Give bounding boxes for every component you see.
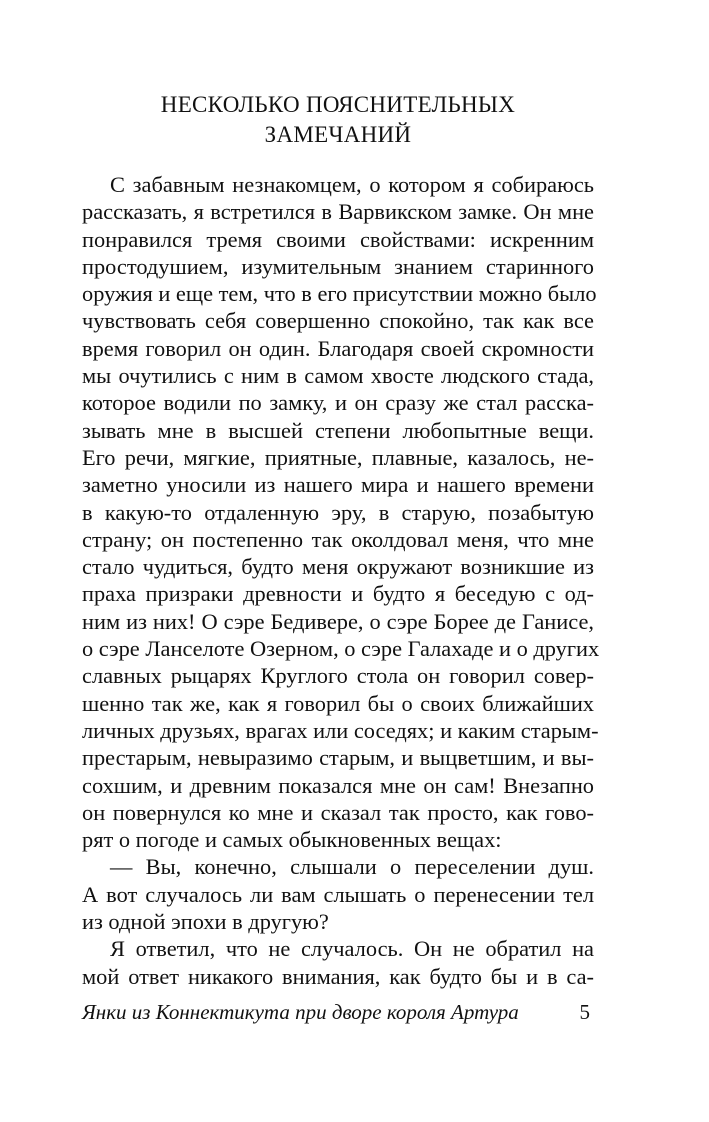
text-line: А вот случалось ли вам слышать о перенесении тел <box>82 881 594 907</box>
text-line: он повернулся ко мне и сказал так просто, как гово- <box>82 799 594 825</box>
text-line: рят о погоде и самых обыкновенных вещах: <box>82 827 502 853</box>
text-line: мой ответ никакого внимания, как будто бы и в са- <box>82 963 594 989</box>
body-text <box>82 171 600 990</box>
text-line: праха призраки древности и будто я беседую с од- <box>82 581 594 607</box>
text-line: престарым, невыразимо старым, и выцветшим, и вы- <box>82 745 594 771</box>
text-line: — Вы, конечно, слышали о переселении душ. <box>110 854 594 880</box>
text-line: время говорил он один. Благодаря своей скромности <box>82 335 594 361</box>
text-line: Его речи, мягкие, приятные, плавные, казалось, не- <box>82 444 594 470</box>
text-line: шенно так же, как я говорил бы о своих ближайших <box>82 690 594 716</box>
text-line: сохшим, и древним показался мне он сам! Внезапно <box>82 772 594 798</box>
text-line: С забавным незнакомцем, о котором я собираюсь <box>110 172 594 197</box>
text-line: страну; он постепенно так околдовал меня, что мне <box>82 526 594 552</box>
chapter-title-line: НЕСКОЛЬКО ПОЯСНИТЕЛЬНЫХ <box>160 92 516 117</box>
text-line: о сэре Ланселоте Озерном, о сэре Галахаде и о других <box>82 636 600 662</box>
text-line: простодушием, изумительным знанием старинного <box>82 253 594 279</box>
text-line: понравился тремя своими свойствами: искренним <box>82 226 594 252</box>
page-number: 5 <box>579 1000 590 1024</box>
text-line: мы очутились с ним в самом хвосте людского стада, <box>82 363 594 389</box>
text-line: рассказать, я встретился в Варвикском замке. Он мне <box>82 199 594 225</box>
chapter-title-line: ЗАМЕЧАНИЙ <box>264 122 412 147</box>
text-line: ним из них! О сэре Бедивере, о сэре Борее де Ганисе, <box>82 608 594 634</box>
text-line: которое водили по замку, и он сразу же стал расска- <box>82 390 594 416</box>
text-line: заметно уносили из нашего мира и нашего времени <box>82 472 594 498</box>
text-line: из одной эпохи в другую? <box>82 909 329 935</box>
text-line: личных друзьях, врагах или соседях; и каким старым- <box>82 717 599 743</box>
text-line: славных рыцарях Круглого стола он говорил совер- <box>82 663 594 689</box>
text-line: в какую-то отдаленную эру, в старую, позабытую <box>82 499 594 525</box>
text-line: чувствовать себя совершенно спокойно, так как все <box>82 308 594 334</box>
text-line: оружия и еще тем, что в его присутствии можно было <box>82 281 597 307</box>
chapter-title <box>82 90 594 150</box>
page-footer <box>82 998 594 1026</box>
running-footer-title: Янки из Коннектикута при дворе короля Артура <box>82 1000 519 1024</box>
text-line: стало чудиться, будто меня окружают возникшие из <box>82 554 594 580</box>
text-line: зывать мне в высшей степени любопытные вещи. <box>82 417 594 443</box>
text-line: Я ответил, что не случалось. Он не обратил на <box>110 936 594 962</box>
